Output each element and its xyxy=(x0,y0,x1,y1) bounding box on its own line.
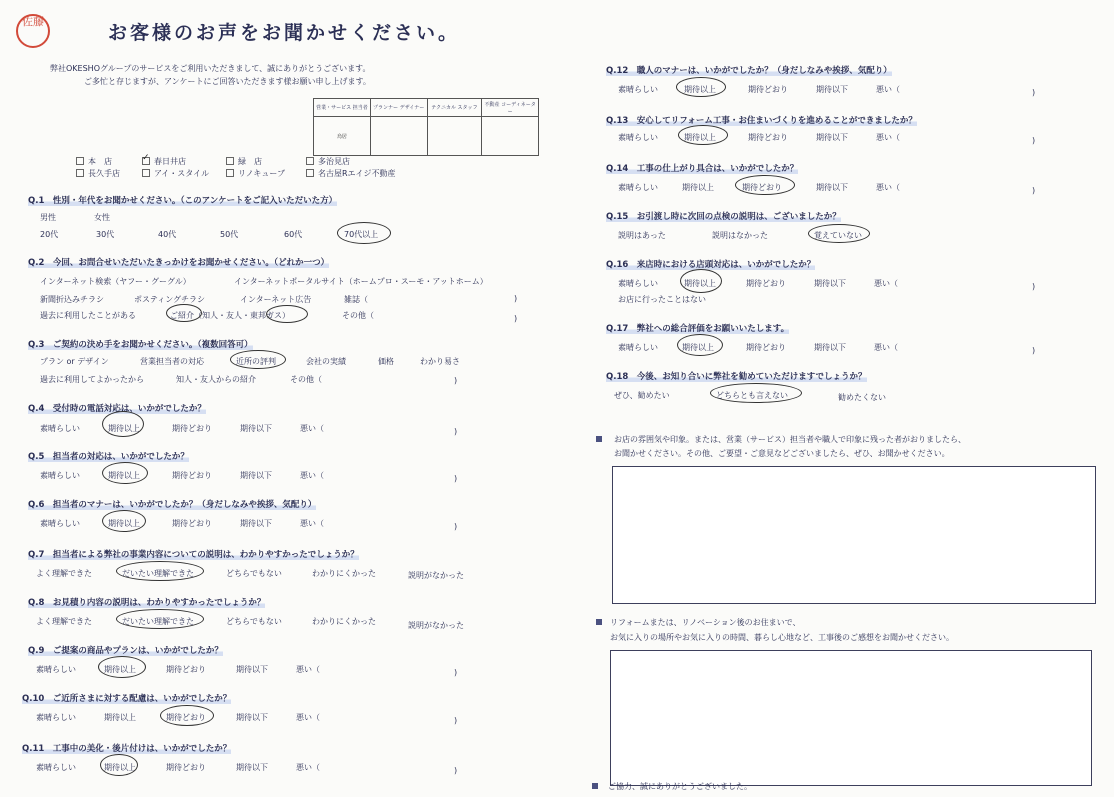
free2-prompt-1: リフォームまたは、リノベーション後のお住まいで、 xyxy=(610,618,801,627)
q5-rate-3[interactable]: 期待どおり xyxy=(172,471,212,480)
bullet-square xyxy=(592,783,598,789)
q10-rate-4[interactable]: 期待以下 xyxy=(236,713,268,722)
form-title: お客様のお声をお聞かせください。 xyxy=(108,22,461,44)
answer-circle xyxy=(735,175,795,195)
close-paren: ) xyxy=(454,376,458,385)
q17-rate-2[interactable]: 期待以上 xyxy=(682,343,714,352)
q2-option-referral[interactable]: ご紹介（知人・友人・東邦ガス） xyxy=(170,311,290,320)
q14-rate-5[interactable]: 悪い（ xyxy=(876,183,900,192)
q17-label: Q.17 弊社への総合評価をお願いいたします。 xyxy=(606,324,790,334)
q12-rate-3[interactable]: 期待どおり xyxy=(748,85,788,94)
q8-option-3[interactable]: どちらでもない xyxy=(226,617,282,626)
q2-option-posting[interactable]: ポスティングチラシ xyxy=(134,295,206,304)
q14-rate-3[interactable]: 期待どおり xyxy=(742,183,782,192)
q1-label: Q.1 性別・年代をお聞かせください。（このアンケートをご記入いただいた方） xyxy=(28,196,338,206)
q1-age-50[interactable]: 50代 xyxy=(220,230,239,239)
q3-label: Q.3 ご契約の決め手をお聞かせください。（複数回答可） xyxy=(28,340,253,350)
q16-label: Q.16 来店時における店頭対応は、いかがでしたか？ xyxy=(606,260,816,270)
q6-rate-5[interactable]: 悪い（ xyxy=(300,519,324,528)
free-comment-box-2[interactable] xyxy=(610,650,1092,786)
q9-label: Q.9 ご提案の商品やプランは、いかがでしたか？ xyxy=(28,646,223,656)
q3-option-price[interactable]: 価格 xyxy=(378,357,394,366)
answer-circle xyxy=(680,269,722,293)
staff-table xyxy=(313,98,539,156)
close-paren: ) xyxy=(454,668,458,677)
q11-rate-4[interactable]: 期待以下 xyxy=(236,763,268,772)
q13-rate-1[interactable]: 素晴らしい xyxy=(618,133,658,142)
q7-label: Q.7 担当者による弊社の事業内容についての説明は、わかりやすかったでしょうか？ xyxy=(28,550,359,560)
q10-rate-1[interactable]: 素晴らしい xyxy=(36,713,76,722)
close-paren: ) xyxy=(1032,282,1036,291)
answer-circle xyxy=(116,609,204,629)
q16-option-never[interactable]: お店に行ったことはない xyxy=(618,295,706,304)
q15-option-1[interactable]: 説明はあった xyxy=(618,231,666,240)
staff-name-sales: 烏居 xyxy=(314,117,371,156)
close-paren: ) xyxy=(1032,88,1036,97)
staff-col-planner: プランナー デザイナー xyxy=(370,99,427,117)
q4-label: Q.4 受付時の電話対応は、いかがでしたか？ xyxy=(28,404,206,414)
q16-rate-3[interactable]: 期待どおり xyxy=(746,279,786,288)
q4-rate-3[interactable]: 期待どおり xyxy=(172,424,212,433)
free1-prompt-1: お店の雰囲気や印象。または、営業（サービス）担当者や職人で印象に残った者がおりましたら、 xyxy=(614,435,966,444)
q8-option-4[interactable]: わかりにくかった xyxy=(312,617,376,626)
q2-option-other[interactable]: その他（ xyxy=(342,311,374,320)
q12-label: Q.12 職人のマナーは、いかがでしたか？（身だしなみや挨拶、気配り） xyxy=(606,66,892,76)
close-paren: ) xyxy=(514,314,518,323)
q11-rate-5[interactable]: 悪い（ xyxy=(296,763,320,772)
staff-name-planner xyxy=(370,117,427,156)
q14-rate-2[interactable]: 期待以上 xyxy=(682,183,714,192)
q15-label: Q.15 お引渡し時に次回の点検の説明は、ございましたか？ xyxy=(606,212,841,222)
answer-circle xyxy=(230,350,286,369)
q16-rate-4[interactable]: 期待以下 xyxy=(814,279,846,288)
q12-rate-4[interactable]: 期待以下 xyxy=(816,85,848,94)
staff-col-realestate: 不動産 コーディネーター xyxy=(482,99,539,117)
close-paren: ) xyxy=(1032,346,1036,355)
answer-circle xyxy=(102,462,148,484)
q10-label: Q.10 ご近所さまに対する配慮は、いかがでしたか？ xyxy=(22,694,232,704)
close-paren: ) xyxy=(1032,186,1036,195)
q7-option-5[interactable]: 説明がなかった xyxy=(408,571,464,580)
q3-option-plan[interactable]: プラン or デザイン xyxy=(40,357,109,366)
answer-circle xyxy=(677,334,723,356)
q6-rate-1[interactable]: 素晴らしい xyxy=(40,519,80,528)
q1-age-30[interactable]: 30代 xyxy=(96,230,115,239)
close-paren: ) xyxy=(1032,136,1036,145)
close-paren: ) xyxy=(514,294,518,303)
bullet-square xyxy=(596,436,602,442)
answer-circle xyxy=(266,305,308,323)
q7-option-2[interactable]: だいたい理解できた xyxy=(122,569,194,578)
q17-rate-5[interactable]: 悪い（ xyxy=(874,343,898,352)
q16-rate-1[interactable]: 素晴らしい xyxy=(618,279,658,288)
close-paren: ) xyxy=(454,474,458,483)
q18-option-2[interactable]: どちらとも言えない xyxy=(716,391,788,400)
q17-rate-4[interactable]: 期待以下 xyxy=(814,343,846,352)
answer-circle xyxy=(166,304,202,322)
q2-label: Q.2 今回、お問合せいただいたきっかけをお聞かせください。（どれか一つ） xyxy=(28,258,330,268)
store-checkbox-istyle[interactable]: アイ・スタイル xyxy=(142,168,209,179)
q17-rate-1[interactable]: 素晴らしい xyxy=(618,343,658,352)
q4-rate-5[interactable]: 悪い（ xyxy=(300,424,324,433)
seal-stamp: 佐藤 xyxy=(16,14,50,48)
q13-label: Q.13 安心してリフォーム工事・お住まいづくりを進めることができましたか？ xyxy=(606,116,917,126)
q18-option-3[interactable]: 勧めたくない xyxy=(838,393,886,402)
q10-rate-2[interactable]: 期待以上 xyxy=(104,713,136,722)
store-checkbox-midori[interactable]: 緑 店 xyxy=(226,156,262,167)
q8-option-2[interactable]: だいたい理解できた xyxy=(122,617,194,626)
store-checkbox-nagakute[interactable]: 長久手店 xyxy=(76,168,120,179)
q6-rate-2[interactable]: 期待以上 xyxy=(108,519,140,528)
q7-option-3[interactable]: どちらでもない xyxy=(226,569,282,578)
answer-circle xyxy=(102,411,144,437)
q16-rate-2[interactable]: 期待以上 xyxy=(684,279,716,288)
answer-circle xyxy=(98,656,146,678)
answer-circle xyxy=(160,705,214,726)
q7-option-4[interactable]: わかりにくかった xyxy=(312,569,376,578)
q6-label: Q.6 担当者のマナーは、いかがでしたか？（身だしなみや挨拶、気配り） xyxy=(28,500,317,510)
free1-prompt-2: お聞かせください。その他、ご要望・ご意見などございましたら、ぜひ、お聞かせください。 xyxy=(614,449,950,458)
q8-option-5[interactable]: 説明がなかった xyxy=(408,621,464,630)
free2-prompt-2: お気に入りの場所やお気に入りの時間、暮らし心地など、工事後のご感想をお聞かせください。 xyxy=(610,633,954,642)
q2-option-search[interactable]: インターネット検索（ヤフー・グーグル） xyxy=(40,277,191,286)
q10-rate-5[interactable]: 悪い（ xyxy=(296,713,320,722)
store-checkbox-rage[interactable]: 名古屋Rエイジ不動産 xyxy=(306,168,396,179)
staff-col-technical: テクニカル スタッフ xyxy=(427,99,482,117)
free-comment-box-1[interactable] xyxy=(612,466,1096,604)
answer-circle xyxy=(808,224,870,243)
q9-rate-4[interactable]: 期待以下 xyxy=(236,665,268,674)
q5-rate-4[interactable]: 期待以下 xyxy=(240,471,272,480)
q16-rate-5[interactable]: 悪い（ xyxy=(874,279,898,288)
store-checkbox-kasugai[interactable]: ✓ 春日井店 xyxy=(142,153,186,166)
close-paren: ) xyxy=(454,522,458,531)
q7-option-1[interactable]: よく理解できた xyxy=(36,569,92,578)
q4-rate-1[interactable]: 素晴らしい xyxy=(40,424,80,433)
q4-rate-2[interactable]: 期待以上 xyxy=(108,424,140,433)
q13-rate-3[interactable]: 期待どおり xyxy=(748,133,788,142)
q1-age-60[interactable]: 60代 xyxy=(284,230,303,239)
q5-label: Q.5 担当者の対応は、いかがでしたか？ xyxy=(28,452,189,462)
q11-label: Q.11 工事中の美化・後片付けは、いかがでしたか？ xyxy=(22,744,232,754)
q3-option-clarity[interactable]: わかり易さ xyxy=(420,357,460,366)
q3-option-friend[interactable]: 知人・友人からの紹介 xyxy=(176,375,256,384)
q12-rate-1[interactable]: 素晴らしい xyxy=(618,85,658,94)
q8-label: Q.8 お見積り内容の説明は、わかりやすかったでしょうか？ xyxy=(28,598,266,608)
q8-option-1[interactable]: よく理解できた xyxy=(36,617,92,626)
q11-rate-1[interactable]: 素晴らしい xyxy=(36,763,76,772)
q1-age-40[interactable]: 40代 xyxy=(158,230,177,239)
q10-rate-3[interactable]: 期待どおり xyxy=(166,713,206,722)
q11-rate-3[interactable]: 期待どおり xyxy=(166,763,206,772)
q2-option-newspaper[interactable]: 新聞折込みチラシ xyxy=(40,295,104,304)
answer-circle xyxy=(676,77,726,97)
staff-name-realestate xyxy=(482,117,539,156)
q4-rate-4[interactable]: 期待以下 xyxy=(240,424,272,433)
staff-name-technical xyxy=(427,117,482,156)
q2-option-portal[interactable]: インターネットポータルサイト（ホームプロ・スーモ・アットホーム） xyxy=(234,277,488,286)
store-checkbox-honten[interactable]: 本 店 xyxy=(76,156,112,167)
q5-rate-1[interactable]: 素晴らしい xyxy=(40,471,80,480)
q2-option-past[interactable]: 過去に利用したことがある xyxy=(40,311,136,320)
q15-option-2[interactable]: 説明はなかった xyxy=(712,231,768,240)
answer-circle xyxy=(337,222,391,244)
q5-rate-5[interactable]: 悪い（ xyxy=(300,471,324,480)
close-paren: ) xyxy=(454,427,458,436)
q18-label: Q.18 今後、お知り合いに弊社を勧めていただけますでしょうか？ xyxy=(606,372,867,382)
q9-rate-1[interactable]: 素晴らしい xyxy=(36,665,76,674)
store-checkbox-renocube[interactable]: リノキューブ xyxy=(226,168,285,179)
q11-rate-2[interactable]: 期待以上 xyxy=(104,763,136,772)
answer-circle xyxy=(102,510,146,532)
q1-female[interactable]: 女性 xyxy=(94,213,110,222)
q3-option-reputation[interactable]: 近所の評判 xyxy=(236,357,276,366)
store-checkbox-tajimi[interactable]: 多治見店 xyxy=(306,156,350,167)
q13-rate-4[interactable]: 期待以下 xyxy=(816,133,848,142)
q6-rate-4[interactable]: 期待以下 xyxy=(240,519,272,528)
intro-line-2: ご多忙と存じますが、アンケートにご回答いただきます様お願い申し上げます。 xyxy=(84,77,371,86)
q9-rate-2[interactable]: 期待以上 xyxy=(104,665,136,674)
q3-option-past[interactable]: 過去に利用してよかったから xyxy=(40,375,144,384)
intro-line-1: 弊社OKESHOグループのサービスをご利用いただきまして、誠にありがとうございます。 xyxy=(50,64,371,73)
close-paren: ) xyxy=(454,766,458,775)
staff-col-sales: 営業・サービス 担当者 xyxy=(314,99,371,117)
q1-age-70[interactable]: 70代以上 xyxy=(344,230,379,239)
q18-option-1[interactable]: ぜひ、勧めたい xyxy=(614,391,670,400)
q13-rate-2[interactable]: 期待以上 xyxy=(684,133,716,142)
q13-rate-5[interactable]: 悪い（ xyxy=(876,133,900,142)
answer-circle xyxy=(116,561,204,581)
answer-circle xyxy=(710,383,802,403)
q9-rate-5[interactable]: 悪い（ xyxy=(296,665,320,674)
q9-rate-3[interactable]: 期待どおり xyxy=(166,665,206,674)
thanks-note: ご協力、誠にありがとうございました。 xyxy=(608,782,752,791)
bullet-square xyxy=(596,619,602,625)
q6-rate-3[interactable]: 期待どおり xyxy=(172,519,212,528)
q12-rate-2[interactable]: 期待以上 xyxy=(684,85,716,94)
q3-option-record[interactable]: 会社の実績 xyxy=(306,357,346,366)
answer-circle xyxy=(678,125,728,145)
q2-option-web-ad[interactable]: インターネット広告 xyxy=(240,295,312,304)
q14-label: Q.14 工事の仕上がり具合は、いかがでしたか？ xyxy=(606,164,799,174)
q3-option-sales[interactable]: 営業担当者の対応 xyxy=(140,357,204,366)
q14-rate-1[interactable]: 素晴らしい xyxy=(618,183,658,192)
q3-option-other[interactable]: その他（ xyxy=(290,375,322,384)
close-paren: ) xyxy=(454,716,458,725)
q12-rate-5[interactable]: 悪い（ xyxy=(876,85,900,94)
q14-rate-4[interactable]: 期待以下 xyxy=(816,183,848,192)
q5-rate-2[interactable]: 期待以上 xyxy=(108,471,140,480)
q1-male[interactable]: 男性 xyxy=(40,213,56,222)
q17-rate-3[interactable]: 期待どおり xyxy=(746,343,786,352)
q1-age-20[interactable]: 20代 xyxy=(40,230,59,239)
q2-option-magazine[interactable]: 雑誌（ xyxy=(344,295,368,304)
answer-circle xyxy=(100,754,138,776)
q15-option-3[interactable]: 覚えていない xyxy=(814,231,862,240)
